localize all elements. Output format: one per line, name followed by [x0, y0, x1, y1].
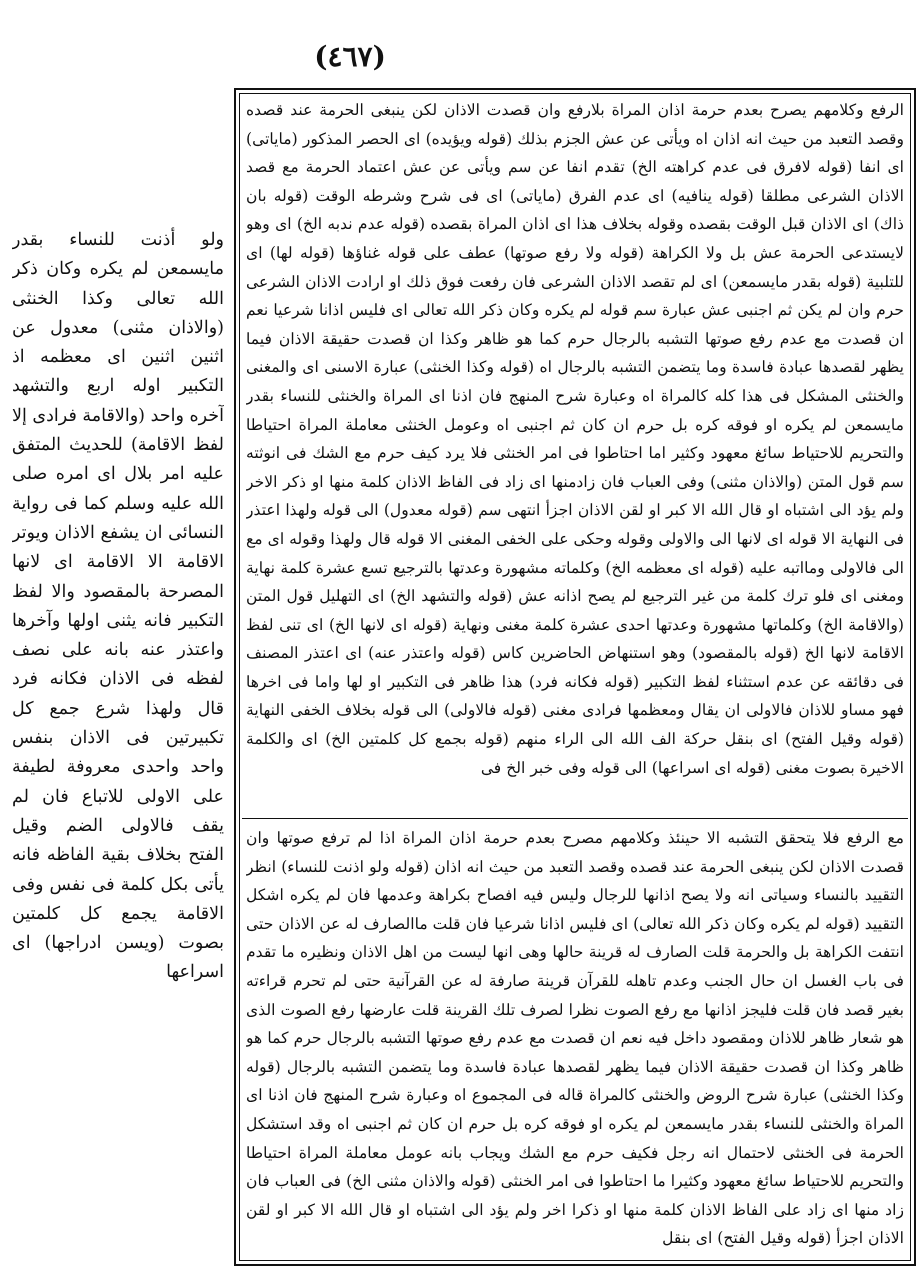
- commentary-frame: [234, 88, 916, 1266]
- commentary-top-block: الرفع وكلامهم يصرح بعدم حرمة اذان المراة بلارفع وان قصدت الاذان لكن ينبغى الحرمة عند قصده وقصد التعبد من حيث انه اذان اه ويأتى عن عش الجزم بذلك (قوله ويؤيده) اى الحصر المذكور (ماياتى) اى انفا (قوله لافرق فى عدم كراهته الخ) تقدم انفا عن سم ويأتى عن عش اعتماد الحرمة مع قصد الاذان الشرعى مطلقا (قوله ينافيه) اى عدم الفرق (ماياتى) اى فى شرح وشرطه الوقت (قوله بان ذاك) اى الاذان قبل الوقت بقصده وقوله بخلاف هذا اى اذان المراة بقصده (قوله عدم ندبه الخ) اى وهو لايستدعى الحرمة عش بل ولا الكراهة (قوله ولا رفع صوتها) عطف على قوله غناؤها (قوله لها) اى للتلبية (قوله بقدر مايسمعن) اى لم تقصد الاذان الشرعى فان رفعت فوق ذلك او ارادت الاذان الشرعى حرم وان لم يكن ثم اجنبى عش عبارة سم قوله لم يكره وكان ذكر الله تعالى اى فليس اذانا شرعيا نعم ان قصدت مع عدم رفع صوتها التشبه بالرجال حرم كما هو ظاهر وكذا ان قصدت حقيقة الاذان فيما يظهر لقصدها عبادة فاسدة وما يتضمن التشبه بالرجال اه (قوله وكذا الخنثى) عبارة الاسنى اى والمغنى والخنثى المشكل فى هذا كله كالمراة اه وعبارة شرح المنهج فان اذنا اى المراة والخنثى للنساء بقدر مايسمعن لم يكره او فوقه كره بل حرم ان كان ثم اجنبى اه وعومل الخنثى معاملة المراة احتياطا والتحريم للاحتياط سائغ معهود وكثير اما احتاطوا فى امر الخنثى فلا يرد كيف حرم مع الشك فى انوثته سم قول المتن (والاذان مثنى) وفى العباب فان زادمنها اى زاد فى الفاظ الاذان كلمة منها او ذكر الاخر ولم يؤد الى اشتباه او قال الله الا كبر او لقن الاذان اجزأ انتهى سم (قوله معدول) الى قوله ولهذا اعتذر فى النهاية الا قوله اى لانها الى والاولى وقوله وحكى على الخفى المغنى الا قوله قال ولهذا وقوله اى مع الى فالاولى ومااتبه عليه (قوله اى معظمه الخ) وكلماته مشهورة وعدتها بالترجيع تسع عشرة كلمة نهاية ومغنى اى فلو ترك كلمة من غير الترجيع لم يصح اذانه عش (قوله والتشهد الخ) اى التهليل قول المتن (والاقامة الخ) وكلماتها مشهورة وعدتها احدى عشرة كلمة مغنى ونهاية (قوله اى لانها الخ) اى تنى لفظ الاقامة لانها الخ (قوله بالمقصود) وهو استنهاض الحاضرين كاس (قوله واعتذر عنه) اى اعتذر المصنف فى دقائقه عن عدم استثناء لفظ التكبير (قوله فكانه فرد) هذا ظاهر فى التكبير او لها واما فى اخرها فهو مساو للاذان فالاولى ان يقال ومعظمها فرادى مغنى (قوله فالاولى) الى قوله بخلاف الخفى النهاية (قوله وقيل الفتح) اى بنقل حركة الف الله الى الراء منهم (قوله بجمع كل كلمتين الخ) اى والكلمة الاخيرة بصوت مغنى (قوله اى اسراعها) الى قوله وفى خبر الخ فى: [246, 101, 904, 777]
- margin-main-text: ولو أذنت للنساء بقدر مايسمعن لم يكره وكان ذكر الله تعالى وكذا الخنثى (والاذان مثنى) معدول عن اثنين اثنين اى معظمه اذ التكبير اوله اربع والتشهد آخره واحد (والاقامة فرادى إلا لفظ الاقامة) للحديث المتفق عليه امر بلال اى امره صلى الله عليه وسلم كما فى رواية النسائى ان يشفع الاذان ويوتر الاقامة الا الاقامة اى لانها المصرحة بالمقصود والا لفظ التكبير فانه يثنى اولها وآخرها واعتذر عنه بانه على نصف لفظه فى الاذان فكانه فرد قال ولهذا شرع جمع كل تكبيرتين فى الاذان بنفس واحد واحدى معروفة لطيفة على الاولى للاتباع فان لم يقف فالاولى الضم وقيل الفتح بخلاف بقية الفاظه فانه يأتى بكل كلمة فى نفس وفى الاقامة يجمع كل كلمتين بصوت (ويسن ادراجها) اى اسراعها: [12, 230, 224, 983]
- page-number: (٤٦٧): [314, 40, 386, 73]
- commentary-bottom-block: مع الرفع فلا يتحقق التشبه الا حينئذ وكلامهم مصرح بعدم حرمة اذان المراة اذا لم ترفع صوتها وان قصدت الاذان لكن ينبغى الحرمة عند قصده وقصد التعبد من حيث انه اذان (قوله ولو اذنت للنساء) انظر التقييد بالنساء وسياتى انه ولا يصح اذانها للرجال وليس فيه افصاح بكراهة وعدمها فان لم يكره اشكل التقييد (قوله لم يكره وكان ذكر الله تعالى) اى فليس اذانا شرعيا فان قلت ماالصارف له عن الاذان حتى انتفت الكراهة بل والحرمة قلت الصارف له قرينة حالها وهى انها ليست من اهل الاذان ونظيره ما تقدم فى باب الغسل ان حال الجنب وعدم تاهله للقرآن قرينة صارفة له عن القرآنية حتى لم تحرم قراءته بغير قصد فان قلت فليجز اذانها مع رفع الصوت نظرا لصرف تلك القرينة قلت عارضها رفع الصوت الذى هو شعار ظاهر للاذان ومقصود داخل فيه نعم ان قصدت مع عدم رفع صوتها التشبه بالرجال حرم كما هو ظاهر وكذا ان قصدت حقيقة الاذان فيما يظهر لقصدها عبادة فاسدة وما يتضمن التشبه بالرجال (قوله وكذا الخنثى) عبارة شرح الروض والخنثى كالمراة قاله فى المجموع اه وعبارة شرح المنهج فان اذنا اى المراة والخنثى للنساء بقدر مايسمعن لم يكره او فوقه كره بل حرم ان كان ثم اجنبى اه وقد استشكل الحرمة فى الخنثى لاحتمال انه رجل فكيف حرم مع الشك ويجاب بانه عومل معاملة المراة احتياطا والتحريم للاحتياط سائغ معهود وكثيرا ما احتاطوا فى امر الخنثى (قوله والاذان مثنى الخ) فى العباب فان زاد منها اى زاد على الفاظ الاذان كلمة منها او ذكرا اخر ولم يؤد الى اشتباه او قال الله الا كبر او لقن الاذان اجزأ (قوله وقيل الفتح) اى بنقل: [246, 829, 904, 1248]
- section-divider: [242, 818, 908, 819]
